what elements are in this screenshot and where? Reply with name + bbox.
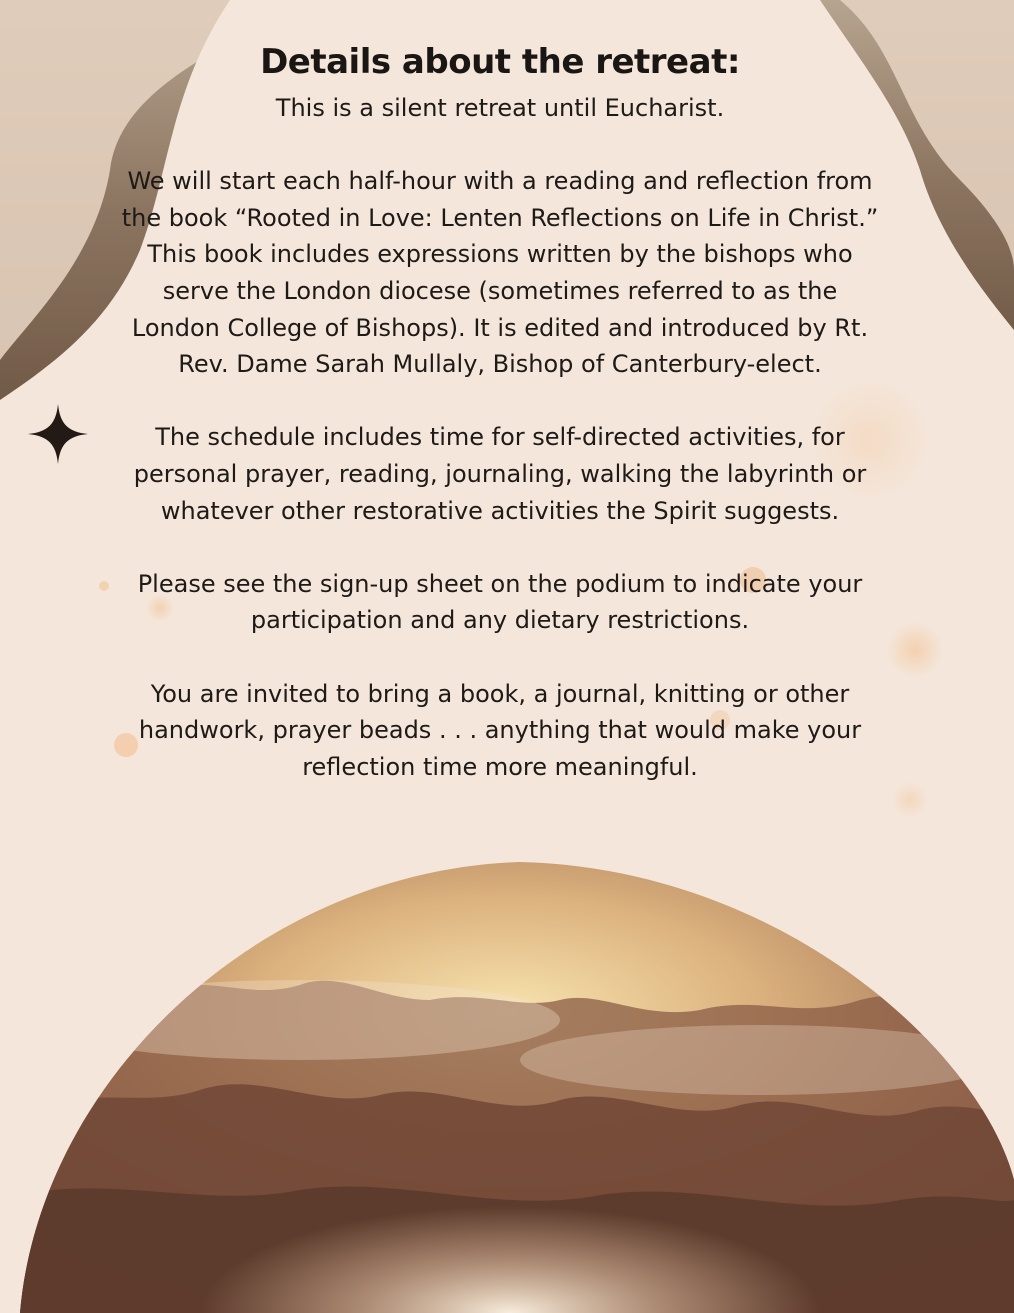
retreat-details-content	[120, 42, 880, 785]
silent-retreat-note: This is a silent retreat until Eucharist.	[275, 94, 725, 122]
invitation-paragraph: You are invited to bring a book, a journal, knitting or other handwork, prayer beads . . . anything that would make your reflection time more meaningful.	[138, 679, 862, 781]
sparkle-star-icon	[28, 404, 88, 464]
spacer	[120, 529, 880, 566]
reading-reflection-paragraph: We will start each half-hour with a reading and reflection from the book “Rooted in Love: Lenten Reflections on Life in Christ.” This book includes expressions written by the bishops who serve the London diocese (sometimes referred to as the London College of Bishops). It is edited and introduced by Rt. Rev. Dame Sarah Mullaly, Bishop of Canterbury-elect.	[121, 167, 879, 379]
page-title: Details about the retreat:	[260, 42, 740, 82]
schedule-paragraph: The schedule includes time for self-directed activities, for personal prayer, reading, journaling, walking the labyrinth or whatever other restorative activities the Spirit suggests.	[133, 423, 867, 525]
spacer	[120, 639, 880, 676]
spacer	[120, 383, 880, 420]
spacer	[120, 127, 880, 164]
signup-paragraph: Please see the sign-up sheet on the podium to indicate your participation and any dietary restrictions.	[137, 569, 863, 635]
